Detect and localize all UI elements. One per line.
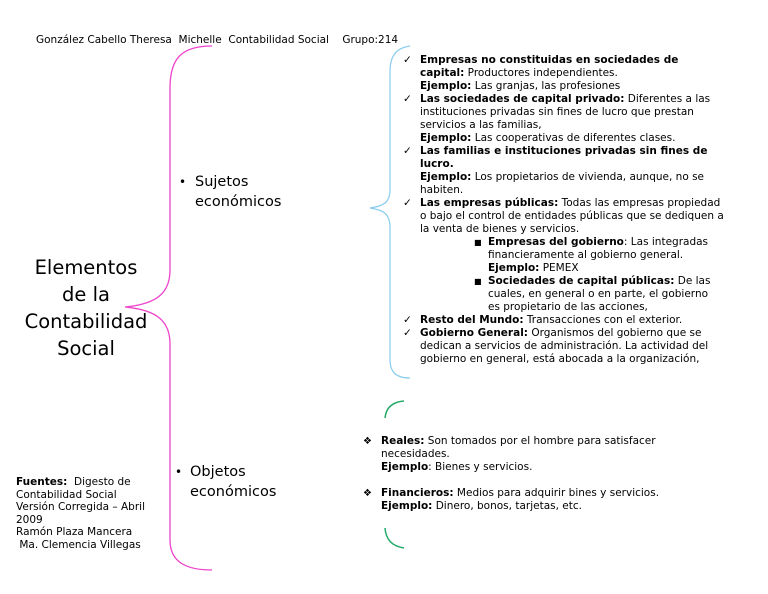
list-item xyxy=(363,487,681,513)
checkmark-icon: ✓ xyxy=(403,327,412,339)
sujetos-list xyxy=(403,54,724,366)
list-item xyxy=(363,435,681,474)
list-item xyxy=(403,145,724,197)
sources-line: Digesto de Contabilidad Social Versión Corregida – Abril 2009 xyxy=(16,476,145,526)
list-item xyxy=(403,93,724,145)
item-title: Sociedades de capital públicas: xyxy=(488,275,675,287)
sources-line: Ma. Clemencia Villegas xyxy=(16,538,141,551)
item-text: Medios para adquirir bines y servicios. xyxy=(453,487,660,499)
checkmark-icon: ✓ xyxy=(403,197,412,209)
bullet-icon: • xyxy=(175,465,183,479)
item-title: Las empresas públicas: xyxy=(420,197,559,209)
item-text: Transacciones con el exterior. xyxy=(523,314,683,326)
example-text: Las cooperativas de diferentes clases. xyxy=(471,132,676,144)
example-label: Ejemplo xyxy=(381,461,429,473)
branch-sujetos xyxy=(179,172,305,212)
example-label: Ejemplo: xyxy=(488,262,540,274)
objetos-list xyxy=(363,435,681,513)
example-text: PEMEX xyxy=(539,262,579,274)
main-title: Elementos de la Contabilidad Social xyxy=(24,256,148,360)
branch-objetos xyxy=(175,462,300,502)
objetos-brace-bottom xyxy=(385,528,404,548)
example-label: Ejemplo: xyxy=(381,500,433,512)
list-item xyxy=(403,314,724,327)
example-label: Ejemplo: xyxy=(420,171,472,183)
item-text: Diferentes a las instituciones privadas sin fines de lucro que prestan servicios a las familias, xyxy=(420,93,711,131)
objetos-brace-top xyxy=(385,401,404,418)
example-text: Los propietarios de vivienda, aunque, no se habiten. xyxy=(420,171,705,196)
document-header: González Cabello Theresa Michelle Contabilidad Social Grupo:214 xyxy=(36,34,399,46)
sources-block xyxy=(16,476,156,552)
example-text: : Bienes y servicios. xyxy=(428,461,533,473)
example-text: Dinero, bonos, tarjetas, etc. xyxy=(432,500,582,512)
item-title: Reales: xyxy=(381,435,425,447)
checkmark-icon: ✓ xyxy=(403,145,412,157)
list-item xyxy=(403,197,724,236)
checkmark-icon: ✓ xyxy=(403,54,412,66)
branch-sujetos-label: Sujetos económicos xyxy=(195,174,282,210)
checkmark-icon: ✓ xyxy=(403,314,412,326)
example-text: Las granjas, las profesiones xyxy=(471,80,621,92)
diamond-bullet-icon: ❖ xyxy=(363,436,372,447)
bullet-icon: • xyxy=(179,175,187,189)
item-title: Empresas del gobierno xyxy=(488,236,624,248)
sources-label: Fuentes: xyxy=(16,476,68,488)
gov-sublist xyxy=(474,236,720,314)
item-title: Gobierno General: xyxy=(420,327,528,339)
item-title: Empresas no constituidas en sociedades de capital: xyxy=(420,54,679,79)
item-text: Son tomados por el hombre para satisfacer necesidades. xyxy=(381,435,656,460)
square-bullet-icon: ■ xyxy=(474,277,482,286)
item-text: : Las integradas financieramente al gobierno general. xyxy=(488,236,709,261)
item-text: Todas las empresas propiedad o bajo el control de entidades públicas que se dediquen a la venta de bienes y servicios. xyxy=(420,197,724,235)
item-title: Las sociedades de capital privado: xyxy=(420,93,625,105)
example-label: Ejemplo: xyxy=(420,80,472,92)
item-title: Las familias e instituciones privadas sin fines de lucro. xyxy=(420,145,708,170)
list-item xyxy=(474,236,720,275)
list-item xyxy=(403,327,724,366)
checkmark-icon: ✓ xyxy=(403,93,412,105)
item-text: De las cuales, en general o en parte, el gobierno es propietario de las acciones, xyxy=(488,275,711,313)
item-text: Productores independientes. xyxy=(464,67,618,79)
diamond-bullet-icon: ❖ xyxy=(363,488,372,499)
item-text: Organismos del gobierno que se dedican a servicios de administración. La actividad del gobierno en general, está abocada a la organización, xyxy=(420,327,709,365)
list-item xyxy=(403,54,724,93)
branch-objetos-label: Objetos económicos xyxy=(190,464,277,500)
square-bullet-icon: ■ xyxy=(474,238,482,247)
example-label: Ejemplo: xyxy=(420,132,472,144)
item-title: Financieros: xyxy=(381,487,454,499)
sources-line: Ramón Plaza Mancera xyxy=(16,526,133,539)
item-title: Resto del Mundo: xyxy=(420,314,524,326)
list-item xyxy=(474,275,720,314)
